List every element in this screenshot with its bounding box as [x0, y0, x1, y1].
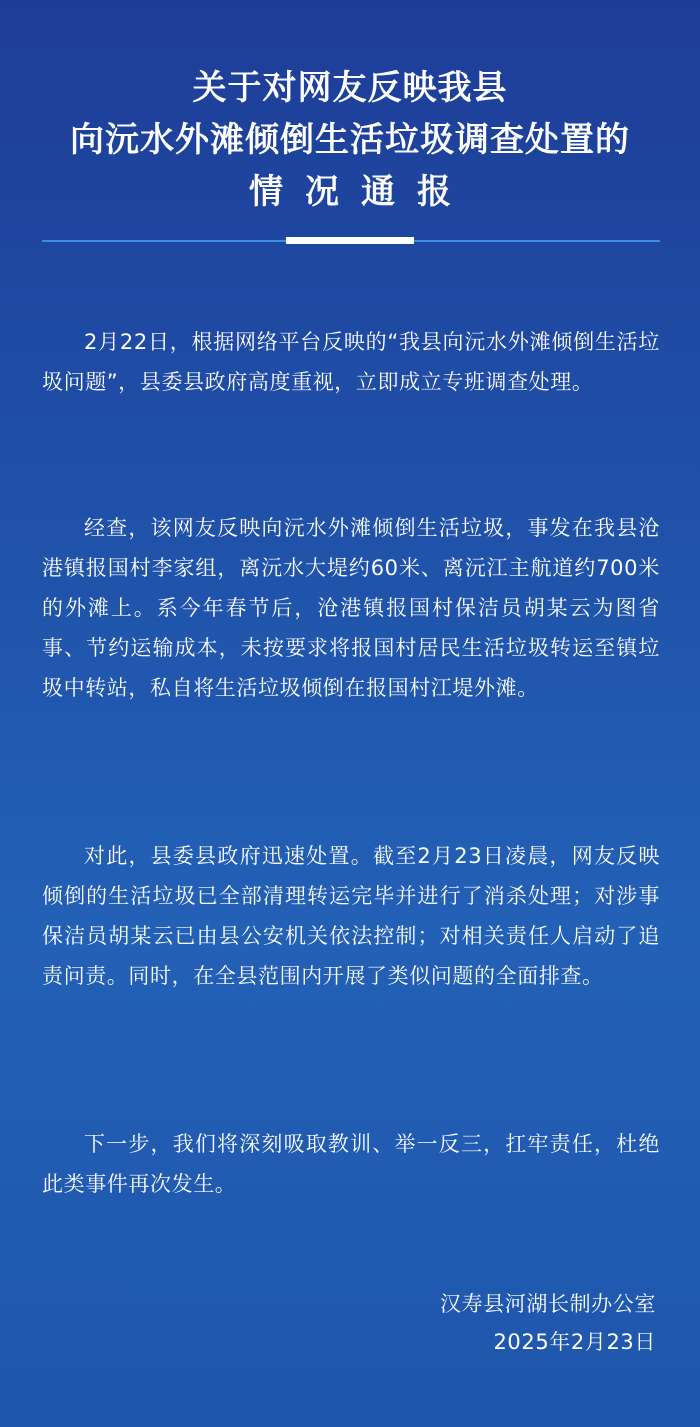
title-line-3: 情况通报 — [249, 172, 473, 212]
paragraph-1: 2月22日，根据网络平台反映的“我县向沅水外滩倾倒生活垃圾问题”，县委县政府高度重视，立即成立专班调查处理。 — [42, 330, 660, 394]
paragraph-4: 下一步，我们将深刻吸取教训、举一反三，扛牢责任，杜绝此类事件再次发生。 — [42, 1132, 660, 1196]
title-divider-highlight — [286, 237, 414, 244]
signature-date: 2025年2月23日 — [493, 1330, 656, 1354]
signature-org: 汉寿县河湖长制办公室 — [440, 1292, 656, 1316]
title-line-2: 向沅水外滩倾倒生活垃圾调查处置的 — [70, 120, 630, 160]
paragraph-3: 对此，县委县政府迅速处置。截至2月23日凌晨，网友反映倾倒的生活垃圾已全部清理转运完毕并进行了消杀处理；对涉事保洁员胡某云已由县公安机关依法控制；对相关责任人启动了追责问责。同时，在全县范围内开展了类似问题的全面排查。 — [42, 844, 660, 988]
paragraph-2: 经查，该网友反映向沅水外滩倾倒生活垃圾，事发在我县沧港镇报国村李家组，离沅水大堤约60米、离沅江主航道约700米的外滩上。系今年春节后，沧港镇报国村保洁员胡某云为图省事、节约运输成本，未按要求将报国村居民生活垃圾转运至镇垃圾中转站，私自将生活垃圾倾倒在报国村江堤外滩。 — [42, 516, 660, 700]
title-line-1: 关于对网友反映我县 — [192, 68, 508, 108]
